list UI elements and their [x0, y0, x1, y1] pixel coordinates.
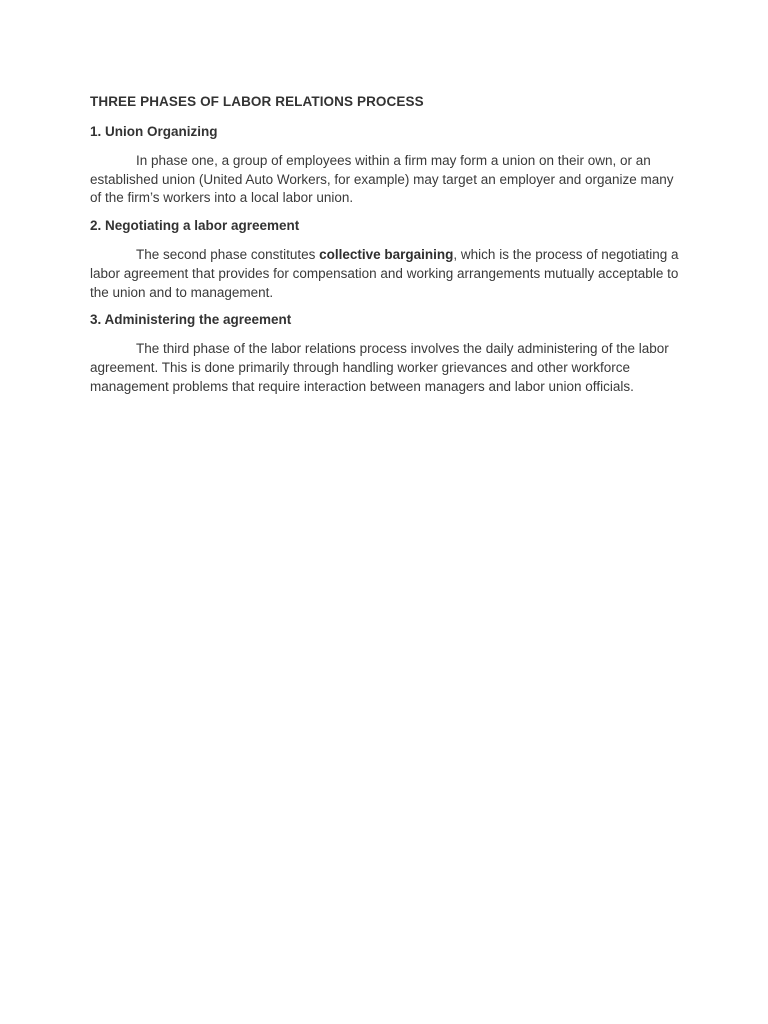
section-negotiating-agreement [90, 217, 680, 302]
section-paragraph [90, 246, 680, 302]
document-page [90, 93, 680, 405]
section-heading: 2. Negotiating a labor agreement [90, 218, 300, 234]
paragraph-text: , which is the process of negotiating a labor agreement that provides for compensation and working arrangements mutually acceptable to the union and to management. [90, 247, 679, 300]
section-administering-agreement [90, 311, 680, 396]
section-heading: 3. Administering the agreement [90, 312, 292, 328]
document-title: THREE PHASES OF LABOR RELATIONS PROCESS [90, 94, 424, 109]
paragraph-text: The second phase constitutes [136, 247, 320, 263]
section-paragraph: In phase one, a group of employees within a firm may form a union on their own, or an established union (United Auto Workers, for example) may target an employer and organize many of the firm’s workers into a local labor union. [90, 153, 674, 206]
section-paragraph: The third phase of the labor relations process involves the daily administering of the labor agreement. This is done primarily through handling worker grievances and other workforce management problems that require interaction between managers and labor union officials. [90, 341, 669, 394]
bold-term: collective bargaining [319, 247, 454, 263]
section-heading: 1. Union Organizing [90, 124, 218, 139]
section-union-organizing [90, 123, 680, 208]
